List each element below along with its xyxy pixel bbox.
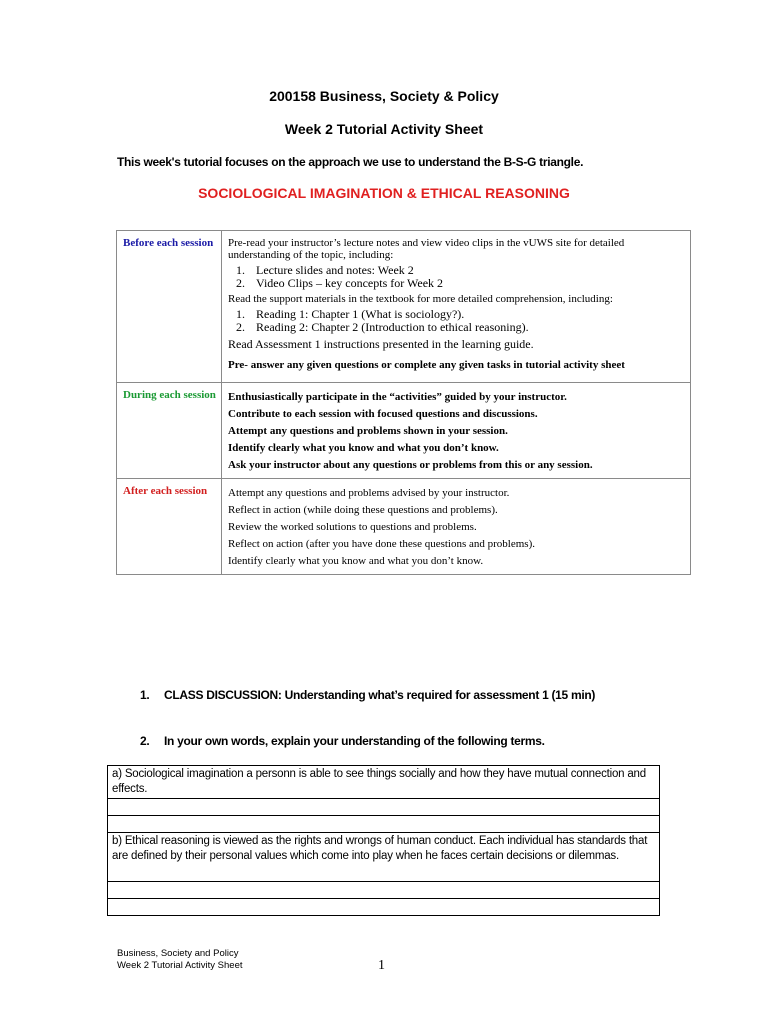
- after-line: Reflect on action (after you have done these questions and problems).: [228, 538, 535, 550]
- list-item: 1. Reading 1: Chapter 1 (What is sociology?).: [236, 307, 465, 321]
- before-session-row: [117, 231, 691, 383]
- blank-answer-line[interactable]: [108, 899, 660, 916]
- during-session-content: [222, 383, 691, 479]
- footer-line-2: Week 2 Tutorial Activity Sheet: [117, 960, 243, 971]
- support-text: Read the support materials in the textbook for more detailed comprehension, including:: [228, 293, 613, 305]
- preanswer-text: Pre- answer any given questions or complete any given tasks in tutorial activity sheet: [228, 359, 625, 371]
- during-session-row: [117, 383, 691, 479]
- question-2: 2. In your own words, explain your understanding of the following terms.: [140, 734, 545, 748]
- during-line: Contribute to each session with focused questions and discussions.: [228, 408, 538, 420]
- blank-answer-line[interactable]: [108, 882, 660, 899]
- session-table: [116, 230, 691, 575]
- before-list-2: [228, 308, 684, 334]
- before-list-1: [228, 264, 684, 290]
- document-subtitle: Week 2 Tutorial Activity Sheet: [284, 121, 484, 137]
- list-item: 1. Lecture slides and notes: Week 2: [236, 263, 414, 277]
- after-line: Identify clearly what you know and what you don’t know.: [228, 555, 484, 567]
- answer-table: [107, 765, 660, 916]
- document-title: 200158 Business, Society & Policy: [269, 88, 499, 104]
- list-item: 2. Reading 2: Chapter 2 (Introduction to ethical reasoning).: [236, 320, 529, 334]
- before-intro: Pre-read your instructor’s lecture notes and view video clips in the vUWS site for detailed understanding of the topic, including:: [228, 237, 625, 261]
- assessment-text: Read Assessment 1 instructions presented in the learning guide.: [228, 337, 534, 351]
- during-line: Identify clearly what you know and what you don’t know.: [228, 442, 499, 454]
- page-number: 1: [378, 958, 385, 973]
- after-session-label: After each session: [117, 479, 222, 575]
- list-item: 2. Video Clips – key concepts for Week 2: [236, 276, 444, 290]
- before-session-content: [222, 231, 691, 383]
- question-1: 1. CLASS DISCUSSION: Understanding what’s required for assessment 1 (15 min): [140, 688, 596, 702]
- before-session-label: Before each session: [117, 231, 222, 383]
- blank-answer-line[interactable]: [108, 816, 660, 833]
- during-line: Attempt any questions and problems shown in your session.: [228, 425, 508, 437]
- answer-a[interactable]: a) Sociological imagination a personn is able to see things socially and how they have mutual connection and effects.: [108, 766, 660, 799]
- footer-line-1: Business, Society and Policy: [117, 948, 239, 959]
- during-line: Ask your instructor about any questions or problems from this or any session.: [228, 459, 593, 471]
- after-line: Reflect in action (while doing these questions and problems).: [228, 504, 498, 516]
- after-session-row: [117, 479, 691, 575]
- blank-answer-line[interactable]: [108, 799, 660, 816]
- after-session-content: [222, 479, 691, 575]
- during-line: Enthusiastically participate in the “activities” guided by your instructor.: [228, 391, 567, 403]
- intro-text: This week's tutorial focuses on the approach we use to understand the B-S-G triangle.: [117, 155, 584, 169]
- after-line: Review the worked solutions to questions and problems.: [228, 521, 477, 533]
- during-session-label: During each session: [117, 383, 222, 479]
- after-line: Attempt any questions and problems advised by your instructor.: [228, 487, 510, 499]
- section-heading: SOCIOLOGICAL IMAGINATION & ETHICAL REASONING: [198, 185, 570, 201]
- page-footer: [117, 948, 243, 972]
- answer-b[interactable]: b) Ethical reasoning is viewed as the rights and wrongs of human conduct. Each individual has standards that are defined by their personal values which come into play when he faces certain decisions or dilemmas.: [108, 833, 660, 882]
